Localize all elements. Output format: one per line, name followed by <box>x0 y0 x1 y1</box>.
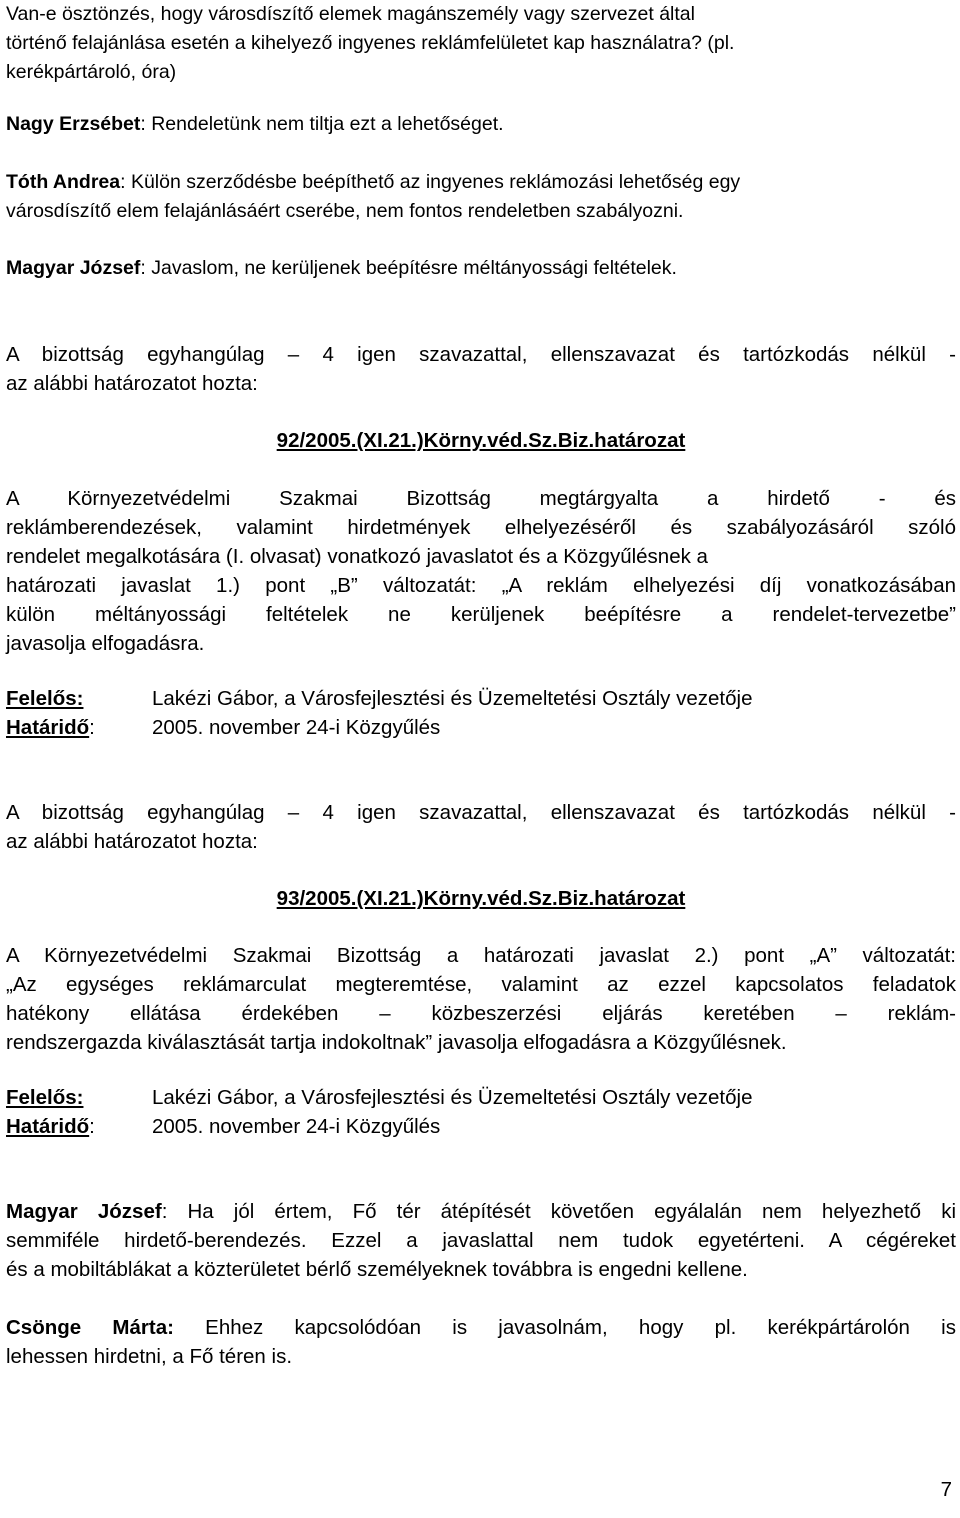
text-line: A bizottság egyhangúlag – 4 igen szavazattal, ellenszavazat és tartózkodás nélkül - <box>6 801 956 824</box>
deadline-value: 2005. november 24-i Közgyűlés <box>152 1115 441 1138</box>
text-line: javasolja elfogadásra. <box>6 632 205 655</box>
text-line: külön méltányossági feltételek ne kerüljenek beépítésre a rendelet-tervezetbe” <box>6 603 956 626</box>
statement-magyar-2 <box>6 1197 956 1284</box>
responsible-row-92 <box>6 684 956 713</box>
speaker-name: Csönge Márta: <box>6 1316 174 1339</box>
responsible-row-93 <box>6 1083 956 1112</box>
responsible-value: Lakézi Gábor, a Városfejlesztési és Üzemeltetési Osztály vezetője <box>152 1086 753 1109</box>
text-line: történő felajánlása esetén a kihelyező ingyenes reklámfelületet kap használatra? (pl. <box>6 32 735 54</box>
deadline-row-92 <box>6 713 956 742</box>
deadline-label: Határidő <box>6 1115 90 1138</box>
text-line: lehessen hirdetni, a Fő téren is. <box>6 1345 293 1368</box>
statement-text: : Rendeletünk nem tiltja ezt a lehetőséget. <box>140 113 504 135</box>
speaker-name: Magyar József <box>6 257 141 279</box>
text-line: Van-e ösztönzés, hogy városdíszítő elemek magánszemély vagy szervezet által <box>6 3 695 25</box>
vote-statement-2 <box>6 798 956 856</box>
statement-text: : Javaslom, ne kerüljenek beépítésre méltányossági feltételek. <box>140 257 677 279</box>
text-line: és a mobiltáblákat a közterületet bérlő személyeknek továbbra is engedni kellene. <box>6 1258 748 1281</box>
resolution-title-93: 93/2005.(XI.21.)Körny.véd.Sz.Biz.határozat <box>276 887 686 910</box>
resolution-body-93 <box>6 941 956 1057</box>
page-number: 7 <box>940 1478 952 1501</box>
speaker-name: Magyar József <box>6 1200 162 1223</box>
deadline-row-93 <box>6 1112 956 1141</box>
text-line: rendszergazda kiválasztását tartja indokoltnak” javasolja elfogadásra a Közgyűlésnek. <box>6 1031 787 1054</box>
text-line: reklámberendezések, valamint hirdetmények elhelyezéséről és szabályozásáról szóló <box>6 516 956 539</box>
deadline-label: Határidő <box>6 716 90 739</box>
speaker-name: Tóth Andrea <box>6 171 121 193</box>
text-line: határozati javaslat 1.) pont „B” változatát: „A reklám elhelyezési díj vonatkozásában <box>6 574 956 597</box>
statement-nagy <box>6 110 956 139</box>
question-paragraph <box>6 0 956 87</box>
text-line: kerékpártároló, óra) <box>6 61 177 83</box>
text-line: A Környezetvédelmi Szakmai Bizottság megtárgyalta a hirdető - és <box>6 487 956 510</box>
vote-statement-1 <box>6 340 956 398</box>
text-line: hatékony ellátása érdekében – közbeszerzési eljárás keretében – reklám- <box>6 1002 956 1025</box>
statement-text: Ehhez kapcsolódóan is javasolnám, hogy pl. kerékpártárolón is <box>173 1316 956 1339</box>
text-line: A bizottság egyhangúlag – 4 igen szavazattal, ellenszavazat és tartózkodás nélkül - <box>6 343 956 366</box>
text-line: semmiféle hirdető-berendezés. Ezzel a javaslattal nem tudok egyetérteni. A cégéreket <box>6 1229 956 1252</box>
statement-text: : Külön szerződésbe beépíthető az ingyenes reklámozási lehetőség egy <box>120 171 741 193</box>
text-line: az alábbi határozatot hozta: <box>6 830 258 853</box>
resolution-title-92: 92/2005.(XI.21.)Körny.véd.Sz.Biz.határozat <box>276 429 686 452</box>
speaker-name: Nagy Erzsébet <box>6 113 141 135</box>
statement-text: : Ha jól értem, Fő tér átépítését követően egyálalán nem helyezhető ki <box>161 1200 956 1223</box>
statement-magyar-1 <box>6 254 956 283</box>
text-line: városdíszítő elem felajánlásáért cserébe, nem fontos rendeletben szabályozni. <box>6 200 684 222</box>
text-line: rendelet megalkotására (I. olvasat) vonatkozó javaslatot és a Közgyűlésnek a <box>6 545 708 568</box>
text-line: „Az egységes reklámarculat megteremtése, valamint az ezzel kapcsolatos feladatok <box>6 973 956 996</box>
statement-toth <box>6 168 956 226</box>
statement-csonge <box>6 1313 956 1371</box>
deadline-colon: : <box>89 1115 95 1138</box>
resolution-body-92 <box>6 484 956 658</box>
responsible-label: Felelős: <box>6 687 84 710</box>
deadline-colon: : <box>89 716 95 739</box>
text-line: az alábbi határozatot hozta: <box>6 372 258 395</box>
text-line: A Környezetvédelmi Szakmai Bizottság a határozati javaslat 2.) pont „A” változatát: <box>6 944 956 967</box>
responsible-label: Felelős: <box>6 1086 84 1109</box>
deadline-value: 2005. november 24-i Közgyűlés <box>152 716 441 739</box>
responsible-value: Lakézi Gábor, a Városfejlesztési és Üzemeltetési Osztály vezetője <box>152 687 753 710</box>
